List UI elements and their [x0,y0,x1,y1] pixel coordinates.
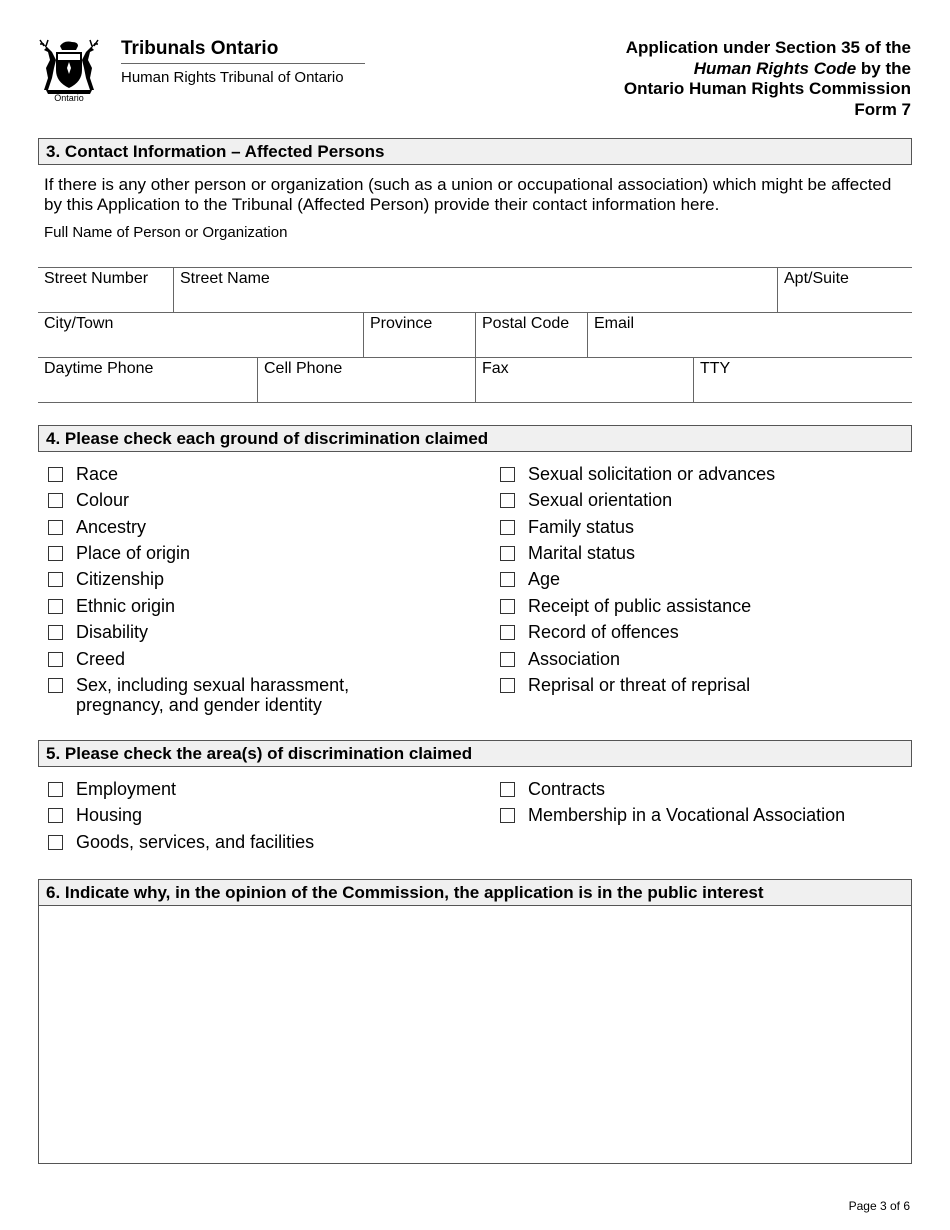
section6-header [38,879,912,906]
cell-phone-label: Cell Phone [264,360,343,377]
area-label: Housing [76,805,143,825]
section5-header [38,740,912,767]
ground-label: Creed [76,649,126,669]
tty-field[interactable] [693,358,912,402]
ground-checkbox[interactable] [48,622,148,642]
checkbox-square[interactable] [48,572,63,587]
checkbox-square[interactable] [500,652,515,667]
ground-label: Age [528,569,561,589]
apt-suite-field[interactable] [777,268,912,312]
fax-label: Fax [482,360,509,377]
area-label: Employment [76,779,177,799]
checkbox-square[interactable] [500,572,515,587]
area-checkbox[interactable] [500,805,845,825]
org-title-divider [121,63,365,64]
section3-header [38,138,912,165]
section5-title: Please check the area(s) of discrimination claimed [64,744,473,763]
section5-number: 5. [46,744,61,763]
phone-row [38,358,912,403]
ground-label: Sexual orientation [528,490,673,510]
checkbox-square[interactable] [500,782,515,797]
section6-title: Indicate why, in the opinion of the Commission, the application is in the public interest [64,883,764,902]
checkbox-square[interactable] [48,625,63,640]
tty-label: TTY [700,360,731,377]
form-title-line2-rest: by the [856,58,911,78]
ground-checkbox[interactable] [500,517,634,537]
public-interest-textarea[interactable] [38,906,912,1164]
checkbox-square[interactable] [500,678,515,693]
postal-code-label: Postal Code [482,315,570,332]
ground-checkbox[interactable] [48,569,164,589]
area-checkbox[interactable] [48,779,176,799]
daytime-phone-field[interactable] [38,358,257,402]
ground-label: Place of origin [76,543,191,563]
section6-number: 6. [46,883,61,902]
org-subtitle: Human Rights Tribunal of Ontario [121,69,344,86]
city-town-label: City/Town [44,315,114,332]
checkbox-square[interactable] [500,493,515,508]
province-field[interactable] [363,313,475,357]
ground-label: Family status [528,517,635,537]
email-label: Email [594,315,635,332]
checkbox-square[interactable] [48,493,63,508]
province-label: Province [370,315,433,332]
apt-suite-label: Apt/Suite [784,270,849,287]
form-title-line2 [511,59,911,80]
section3-intro: If there is any other person or organization (such as a union or occupational association) which might be affected by this Application to the Tribunal (Affected Person) provide their contact information here. [44,175,892,214]
area-checkbox[interactable] [48,805,142,825]
checkbox-square[interactable] [500,546,515,561]
checkbox-square[interactable] [500,599,515,614]
section3-title: Contact Information – Affected Persons [64,142,385,161]
org-title: Tribunals Ontario [121,38,279,59]
postal-code-field[interactable] [475,313,587,357]
area-checkbox[interactable] [48,832,314,852]
checkbox-square[interactable] [48,546,63,561]
form-number: Form 7 [854,99,911,119]
ground-label: Record of offences [528,622,679,642]
ground-label: Reprisal or threat of reprisal [528,675,751,695]
ground-label: Race [76,464,119,484]
city-row [38,313,912,358]
ground-checkbox[interactable] [48,517,146,537]
checkbox-square[interactable] [48,520,63,535]
ground-checkbox-sex[interactable] [48,675,349,715]
checkbox-square[interactable] [500,520,515,535]
area-label: Goods, services, and facilities [76,832,315,852]
ground-label: Ethnic origin [76,596,176,616]
street-number-field[interactable] [38,268,173,312]
full-name-label: Full Name of Person or Organization [44,224,288,241]
ground-checkbox[interactable] [500,596,751,616]
area-checkbox[interactable] [500,779,605,799]
section4-title: Please check each ground of discrimination claimed [64,429,489,448]
ground-checkbox[interactable] [48,543,190,563]
ground-label: Receipt of public assistance [528,596,752,616]
fax-field[interactable] [475,358,693,402]
street-number-label: Street Number [44,270,149,287]
ground-checkbox[interactable] [500,569,560,589]
checkbox-square[interactable] [500,625,515,640]
ground-checkbox[interactable] [500,622,679,642]
sex-label-line2: pregnancy, and gender identity [76,695,322,715]
checkbox-square[interactable] [48,599,63,614]
ground-checkbox[interactable] [500,464,775,484]
area-label: Contracts [528,779,606,799]
section4-header [38,425,912,452]
street-name-field[interactable] [173,268,777,312]
logo-caption: Ontario [54,93,84,103]
checkbox-square[interactable] [48,467,63,482]
checkbox-square[interactable] [48,782,63,797]
checkbox-square[interactable] [48,652,63,667]
cell-phone-field[interactable] [257,358,475,402]
ground-label: Association [528,649,621,669]
form-title [511,38,911,120]
checkbox-square[interactable] [500,467,515,482]
street-name-label: Street Name [180,270,270,287]
checkbox-square[interactable] [500,808,515,823]
ground-label: Colour [76,490,130,510]
contact-grid [38,267,912,402]
section4-number: 4. [46,429,61,448]
ground-label: Marital status [528,543,636,563]
form-title-line3: Ontario Human Rights Commission [623,79,911,98]
form-title-line1: Application under Section 35 of the [625,38,911,57]
ground-checkbox[interactable] [48,596,175,616]
checkbox-square[interactable] [48,808,63,823]
ground-label-sex [76,675,349,715]
checkbox-square[interactable] [48,835,63,850]
page-number: Page 3 of 6 [848,1199,910,1213]
email-field[interactable] [587,313,912,357]
address-row [38,268,912,313]
ground-label: Sexual solicitation or advances [528,464,776,484]
section3-number: 3. [46,142,61,161]
daytime-phone-label: Daytime Phone [44,360,154,377]
ground-label: Citizenship [76,569,165,589]
checkbox-square[interactable] [48,678,63,693]
ground-checkbox[interactable] [48,649,125,669]
city-town-field[interactable] [38,313,363,357]
ground-checkbox[interactable] [500,543,635,563]
ground-checkbox[interactable] [500,490,672,510]
sex-label-line1: Sex, including sexual harassment, [76,675,350,695]
ground-label: Ancestry [76,517,147,537]
ground-label: Disability [76,622,149,642]
ground-checkbox[interactable] [48,464,118,484]
ground-checkbox[interactable] [500,649,620,669]
area-label: Membership in a Vocational Association [528,805,846,825]
ground-checkbox[interactable] [48,490,129,510]
form-title-code-name: Human Rights Code [693,58,857,78]
ground-checkbox[interactable] [500,675,750,695]
